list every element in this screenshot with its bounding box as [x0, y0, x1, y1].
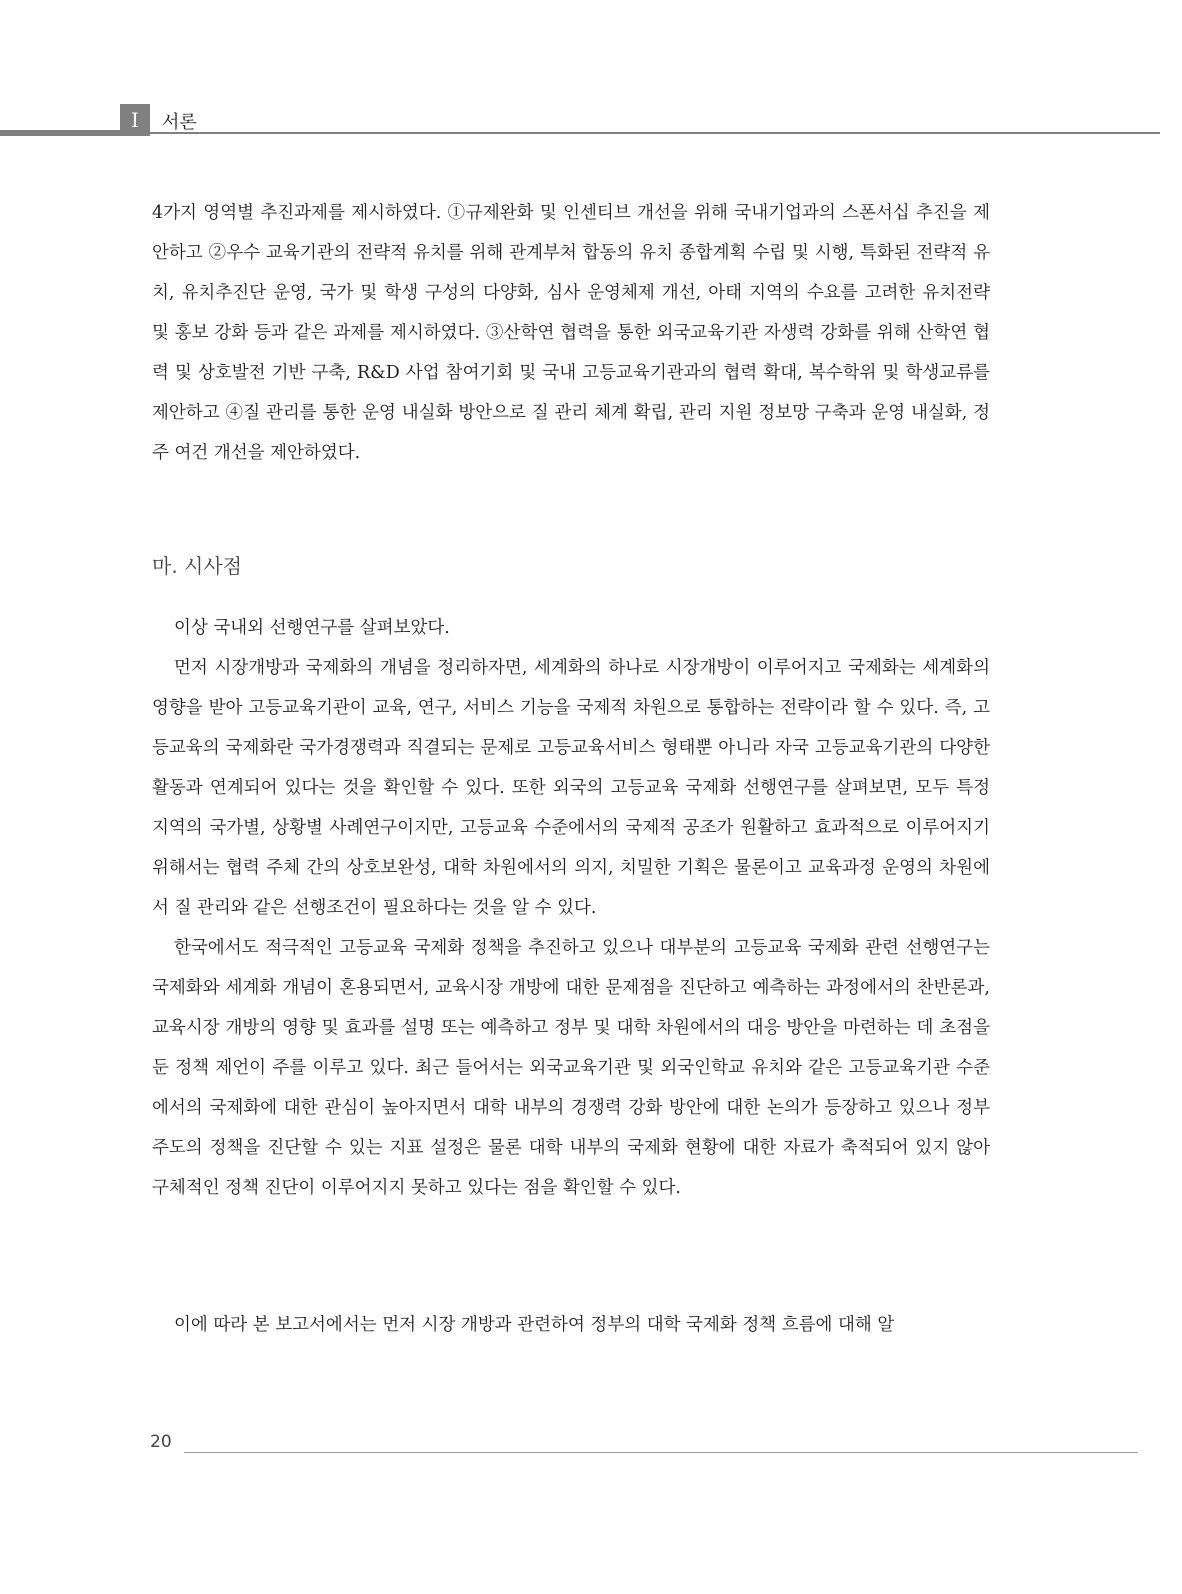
paragraph: 이상 국내외 선행연구를 살펴보았다. [174, 618, 450, 638]
closing-body [152, 1305, 990, 1345]
page-number: 20 [150, 1432, 172, 1452]
chapter-title: 서론 [162, 112, 197, 133]
header-rule-accent [0, 130, 120, 136]
section-heading: 마. 시사점 [152, 554, 242, 578]
paragraph: 이에 따라 본 보고서에서는 먼저 시장 개방과 관련하여 정부의 대학 국제화 정책 흐름에 대해 알 [174, 1315, 895, 1335]
implications-body [152, 608, 990, 1208]
chapter-number-badge: I [120, 104, 150, 136]
paragraph: 한국에서도 적극적인 고등교육 국제화 정책을 추진하고 있으나 대부분의 고등교육 국제화 관련 선행연구는 국제화와 세계화 개념이 혼용되면서, 교육시장 개방에 대한 문제점을 진단하고 예측하는 과정에서의 찬반론과, 교육시장 개방의 영향 및 효과를 설명 또는 예측하고 정부 및 대학 차원에서의 대응 방안을 마련하는 데 초점을 둔 정책 제언이 주를 이루고 있다. 최근 들어서는 외국교육기관 및 외국인학교 유치와 같은 고등교육기관 수준에서의 국제화에 대한 관심이 높아지면서 대학 내부의 경쟁력 강화 방안에 대한 논의가 등장하고 있으나 정부 주도의 정책을 진단할 수 있는 지표 설정은 물론 대학 내부의 국제화 현황에 대한 자료가 축적되어 있지 않아 구체적인 정책 진단이 이루어지지 못하고 있다는 점을 확인할 수 있다. [152, 938, 990, 1198]
footer-rule [184, 1452, 1138, 1453]
intro-paragraph: 4가지 영역별 추진과제를 제시하였다. ①규제완화 및 인센티브 개선을 위해 국내기업과의 스폰서십 추진을 제안하고 ②우수 교육기관의 전략적 유치를 위해 관계부처 합동의 유치 종합계획 수립 및 시행, 특화된 전략적 유치, 유치추진단 운영, 국가 및 학생 구성의 다양화, 심사 운영체제 개선, 아태 지역의 수요를 고려한 유치전략 및 홍보 강화 등과 같은 과제를 제시하였다. ③산학연 협력을 통한 외국교육기관 자생력 강화를 위해 산학연 협력 및 상호발전 기반 구축, R&D 사업 참여기회 및 국내 고등교육기관과의 협력 확대, 복수학위 및 학생교류를 제안하고 ④질 관리를 통한 운영 내실화 방안으로 질 관리 체계 확립, 관리 지원 정보망 구축과 운영 내실화, 정주 여건 개선을 제안하였다. [152, 203, 990, 463]
paragraph: 먼저 시장개방과 국제화의 개념을 정리하자면, 세계화의 하나로 시장개방이 이루어지고 국제화는 세계화의 영향을 받아 고등교육기관이 교육, 연구, 서비스 기능을 국제적 차원으로 통합하는 전략이라 할 수 있다. 즉, 고등교육의 국제화란 국가경쟁력과 직결되는 문제로 고등교육서비스 형태뿐 아니라 자국 고등교육기관의 다양한 활동과 연계되어 있다는 것을 확인할 수 있다. 또한 외국의 고등교육 국제화 선행연구를 살펴보면, 모두 특정 지역의 국가별, 상황별 사례연구이지만, 고등교육 수준에서의 국제적 공조가 원활하고 효과적으로 이루어지기 위해서는 협력 주체 간의 상호보완성, 대학 차원에서의 의지, 치밀한 기획은 물론이고 교육과정 운영의 차원에서 질 관리와 같은 선행조건이 필요하다는 것을 알 수 있다. [152, 658, 990, 918]
